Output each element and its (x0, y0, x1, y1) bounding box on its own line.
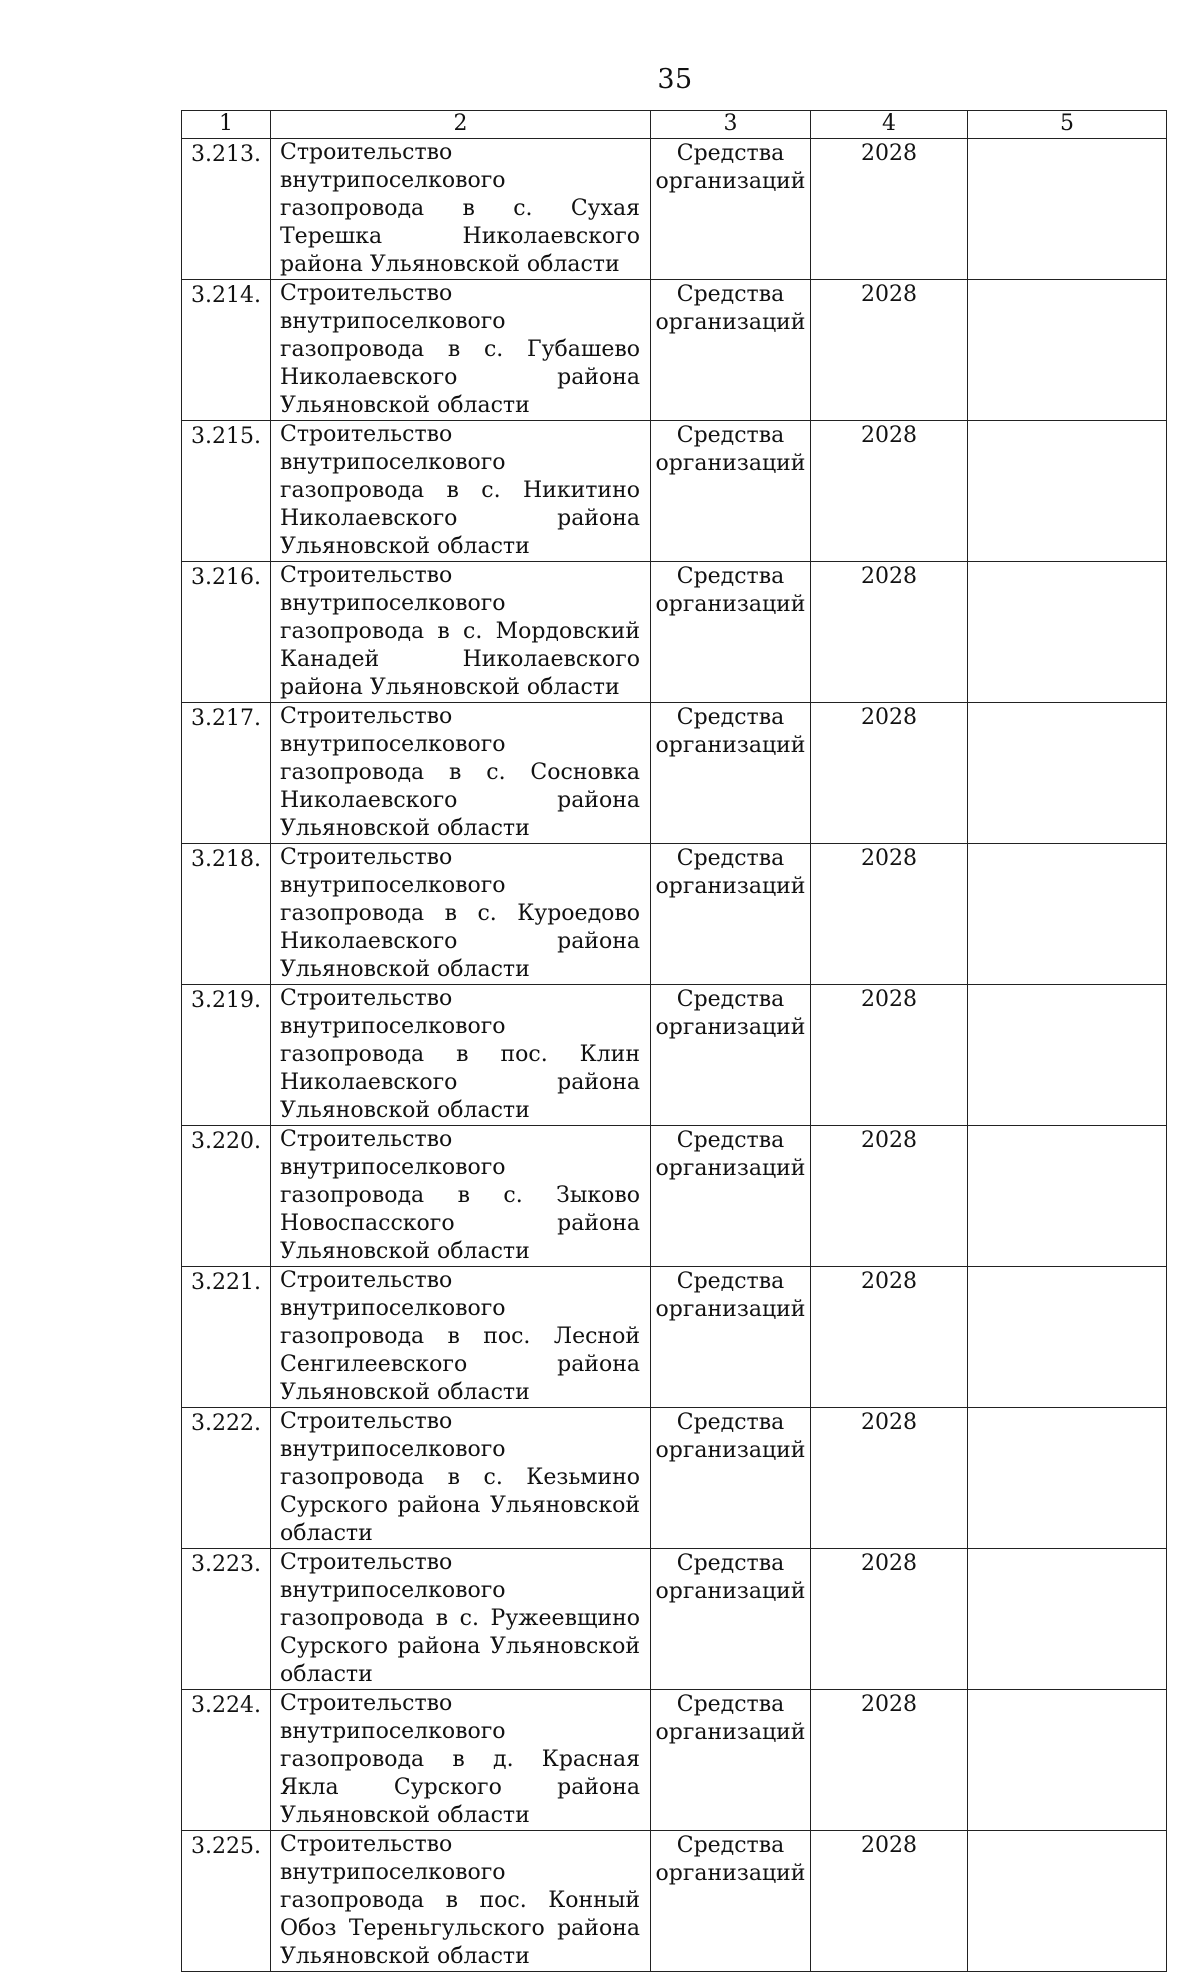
table-row (182, 703, 1167, 844)
row-number: 3.217. (182, 703, 271, 844)
row-note (968, 1126, 1167, 1267)
row-number: 3.213. (182, 139, 271, 280)
row-year: 2028 (811, 1549, 968, 1690)
row-note (968, 562, 1167, 703)
row-description: Строительство внутрипоселкового газопровода в с. Губашево Николаевского района Ульяновской области (271, 280, 651, 421)
row-number: 3.222. (182, 1408, 271, 1549)
row-year: 2028 (811, 844, 968, 985)
row-funding-source: Средства организаций (651, 139, 811, 280)
row-funding-source: Средства организаций (651, 1831, 811, 1972)
row-number: 3.214. (182, 280, 271, 421)
row-year: 2028 (811, 1831, 968, 1972)
row-number: 3.215. (182, 421, 271, 562)
row-description: Строительство внутрипоселкового газопровода в пос. Лесной Сенгилеевского района Ульяновской области (271, 1267, 651, 1408)
row-description: Строительство внутрипоселкового газопровода в с. Сухая Терешка Николаевского района Ульяновской области (271, 139, 651, 280)
row-description: Строительство внутрипоселкового газопровода в пос. Конный Обоз Тереньгульского района Ульяновской области (271, 1831, 651, 1972)
row-note (968, 703, 1167, 844)
row-year: 2028 (811, 280, 968, 421)
table-row (182, 1690, 1167, 1831)
row-year: 2028 (811, 985, 968, 1126)
row-note (968, 139, 1167, 280)
table-row (182, 844, 1167, 985)
row-note (968, 844, 1167, 985)
row-description: Строительство внутрипоселкового газопровода в д. Красная Якла Сурского района Ульяновской области (271, 1690, 651, 1831)
row-funding-source: Средства организаций (651, 1126, 811, 1267)
row-description: Строительство внутрипоселкового газопровода в пос. Клин Николаевского района Ульяновской области (271, 985, 651, 1126)
row-year: 2028 (811, 1126, 968, 1267)
row-funding-source: Средства организаций (651, 280, 811, 421)
row-description: Строительство внутрипоселкового газопровода в с. Зыково Новоспасского района Ульяновской области (271, 1126, 651, 1267)
row-year: 2028 (811, 562, 968, 703)
program-table (181, 110, 1167, 1972)
row-number: 3.223. (182, 1549, 271, 1690)
row-number: 3.219. (182, 985, 271, 1126)
row-funding-source: Средства организаций (651, 1690, 811, 1831)
row-description: Строительство внутрипоселкового газопровода в с. Кезьмино Сурского района Ульяновской области (271, 1408, 651, 1549)
row-description: Строительство внутрипоселкового газопровода в с. Сосновка Николаевского района Ульяновской области (271, 703, 651, 844)
row-note (968, 1549, 1167, 1690)
row-note (968, 421, 1167, 562)
column-header: 2 (271, 111, 651, 139)
table-row (182, 139, 1167, 280)
row-note (968, 1690, 1167, 1831)
row-funding-source: Средства организаций (651, 1408, 811, 1549)
row-funding-source: Средства организаций (651, 1549, 811, 1690)
row-note (968, 985, 1167, 1126)
table-row (182, 562, 1167, 703)
row-number: 3.224. (182, 1690, 271, 1831)
row-description: Строительство внутрипоселкового газопровода в с. Никитино Николаевского района Ульяновской области (271, 421, 651, 562)
row-funding-source: Средства организаций (651, 985, 811, 1126)
row-number: 3.225. (182, 1831, 271, 1972)
table-row (182, 1549, 1167, 1690)
row-note (968, 1267, 1167, 1408)
table-row (182, 1267, 1167, 1408)
row-description: Строительство внутрипоселкового газопровода в с. Мордовский Канадей Николаевского района Ульяновской области (271, 562, 651, 703)
column-header: 5 (968, 111, 1167, 139)
row-funding-source: Средства организаций (651, 562, 811, 703)
row-number: 3.221. (182, 1267, 271, 1408)
row-funding-source: Средства организаций (651, 703, 811, 844)
table-row (182, 1126, 1167, 1267)
column-header: 4 (811, 111, 968, 139)
column-header: 1 (182, 111, 271, 139)
row-funding-source: Средства организаций (651, 844, 811, 985)
table-row (182, 280, 1167, 421)
row-note (968, 1408, 1167, 1549)
row-description: Строительство внутрипоселкового газопровода в с. Ружеевщино Сурского района Ульяновской области (271, 1549, 651, 1690)
row-description: Строительство внутрипоселкового газопровода в с. Куроедово Николаевского района Ульяновской области (271, 844, 651, 985)
row-year: 2028 (811, 1408, 968, 1549)
table-row (182, 421, 1167, 562)
row-year: 2028 (811, 139, 968, 280)
table-row (182, 985, 1167, 1126)
row-year: 2028 (811, 1690, 968, 1831)
row-number: 3.218. (182, 844, 271, 985)
row-year: 2028 (811, 703, 968, 844)
row-funding-source: Средства организаций (651, 1267, 811, 1408)
row-funding-source: Средства организаций (651, 421, 811, 562)
row-note (968, 1831, 1167, 1972)
header-row (182, 111, 1167, 139)
row-number: 3.220. (182, 1126, 271, 1267)
row-year: 2028 (811, 1267, 968, 1408)
table-row (182, 1408, 1167, 1549)
row-note (968, 280, 1167, 421)
row-year: 2028 (811, 421, 968, 562)
row-number: 3.216. (182, 562, 271, 703)
table-row (182, 1831, 1167, 1972)
page-number: 35 (657, 64, 693, 95)
column-header: 3 (651, 111, 811, 139)
